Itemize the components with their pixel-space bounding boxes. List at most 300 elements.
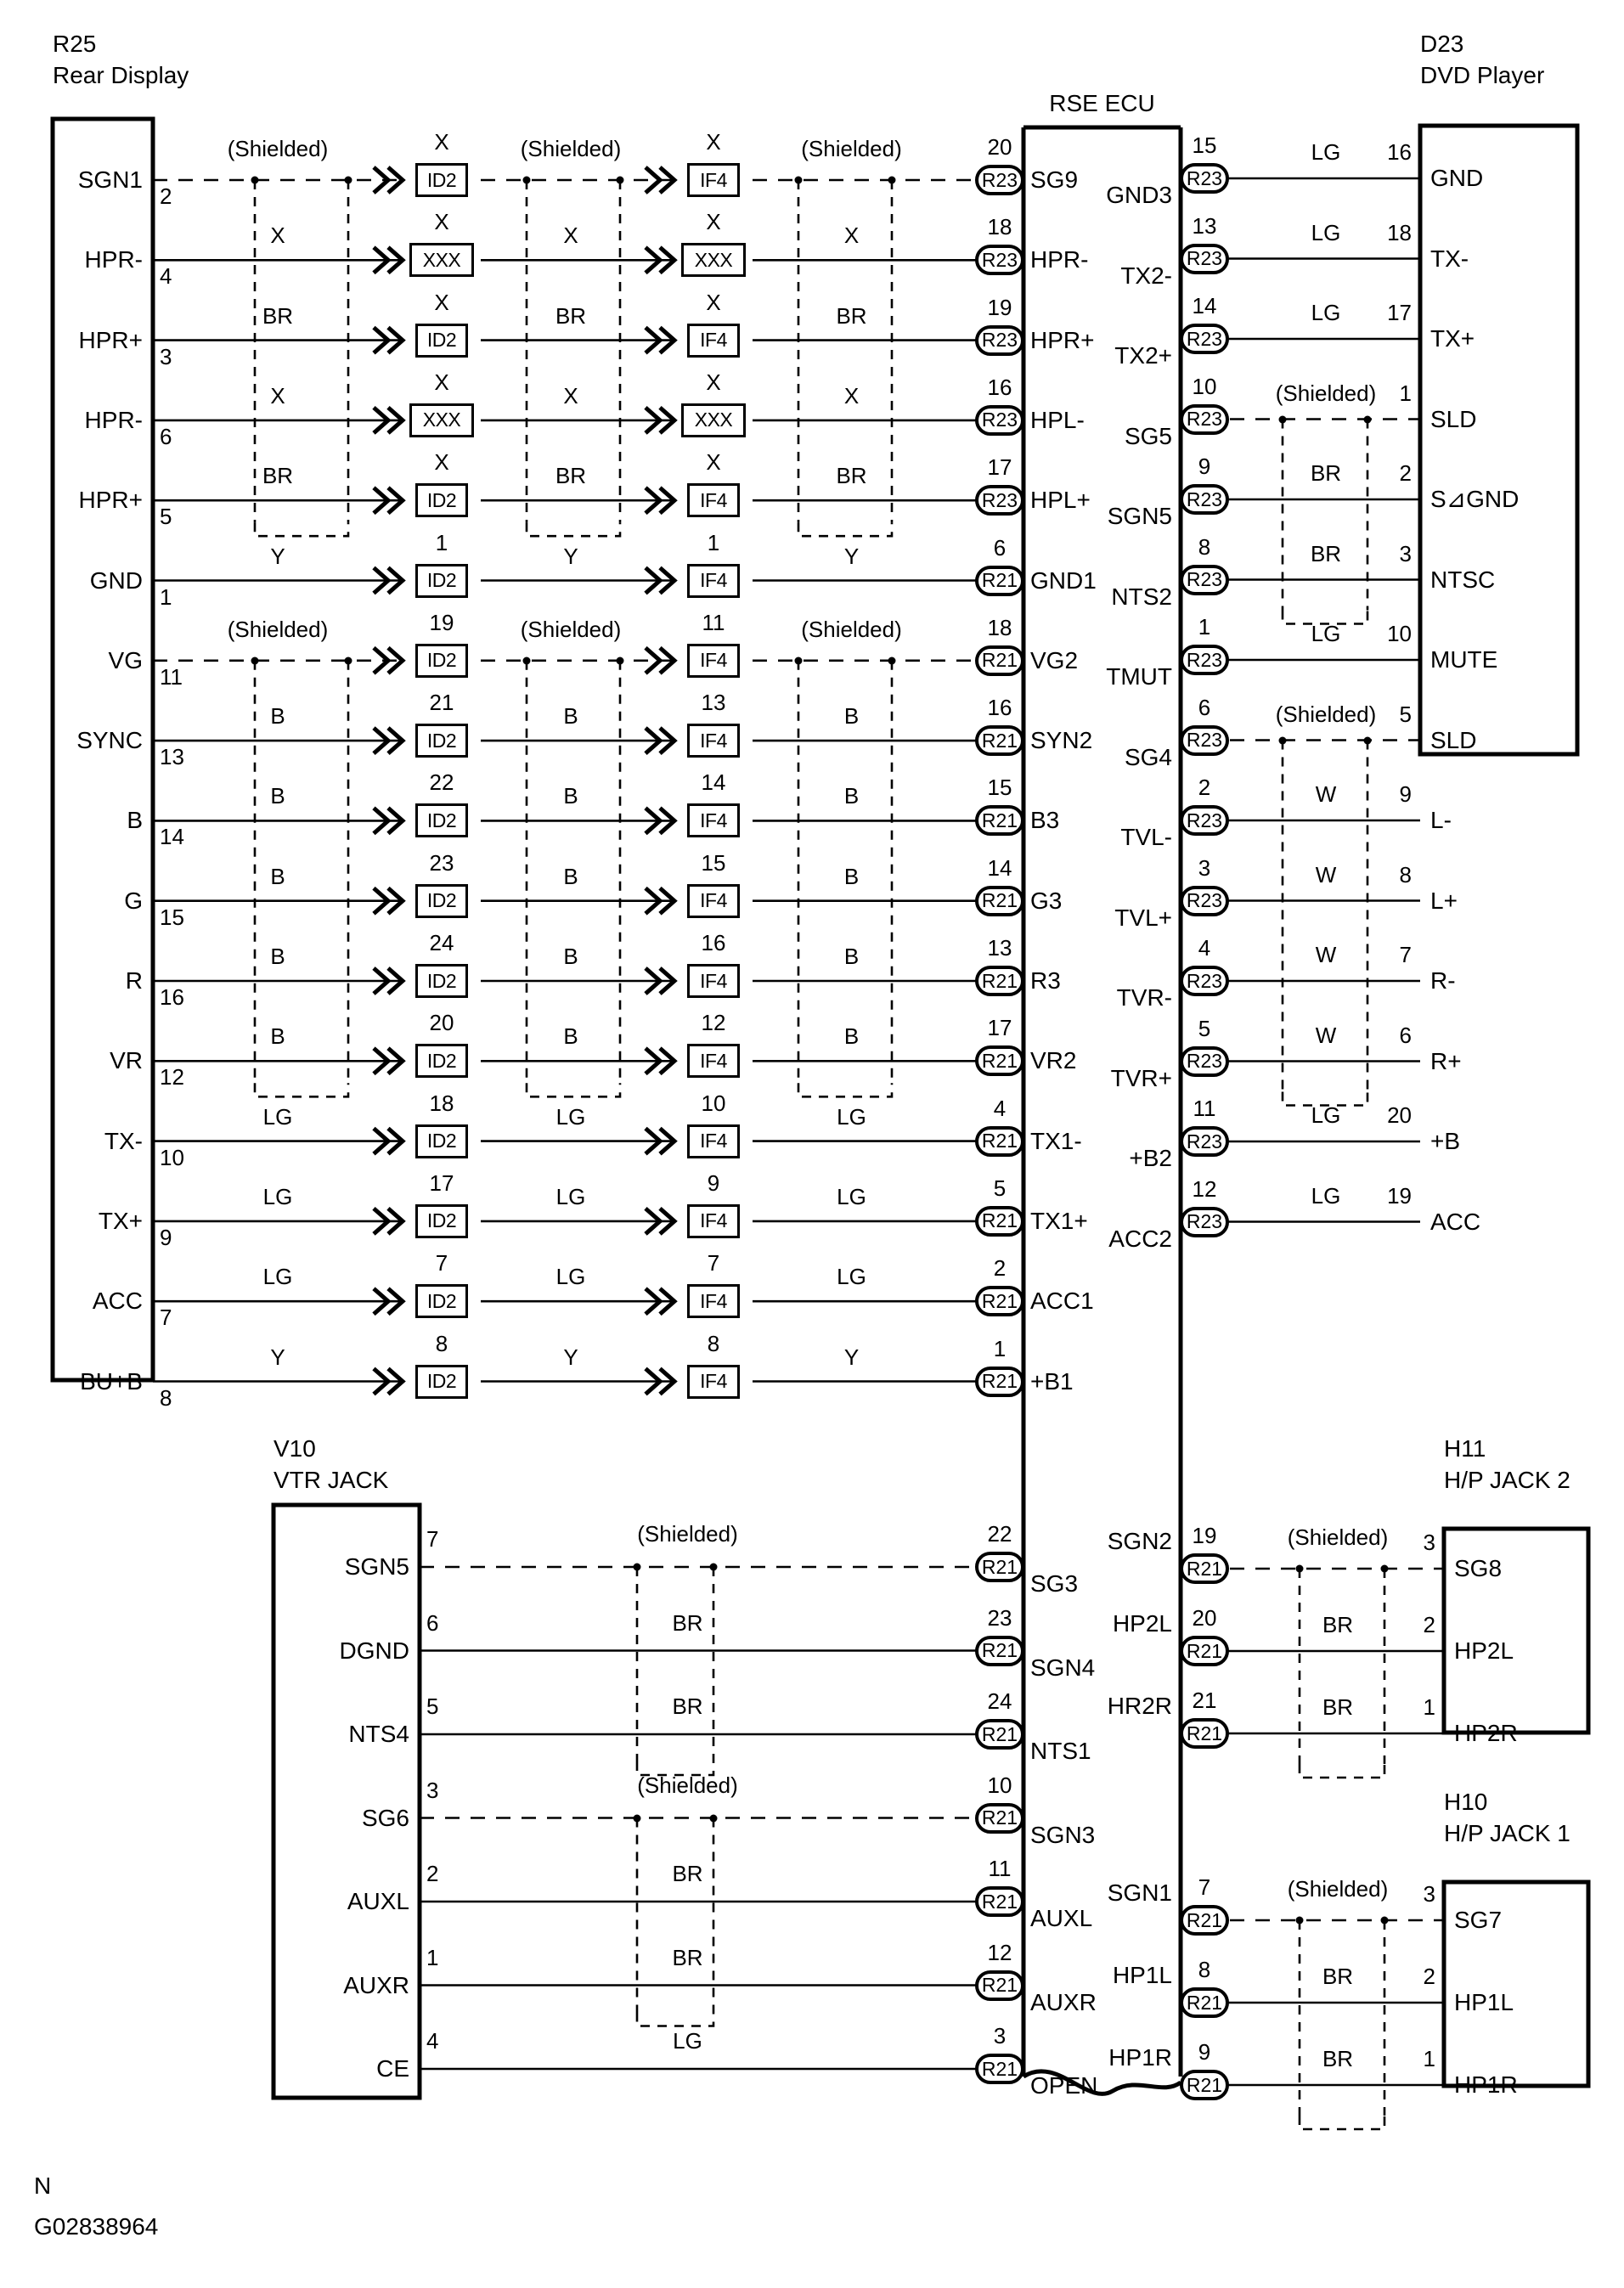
wire-color-label: LG xyxy=(555,1103,586,1130)
wire-color-label: BR xyxy=(262,302,294,329)
vtr-pin-name: SG6 xyxy=(361,1804,409,1831)
ecu-left-pin-number: 19 xyxy=(987,294,1012,320)
inline-connector-box[interactable]: ID2 xyxy=(415,803,468,837)
shield-splice-dot xyxy=(617,177,624,184)
wire-color-label: BR xyxy=(1310,540,1342,566)
ecu-right-pin-number: 8 xyxy=(1198,1957,1211,1982)
inline-connector-box[interactable]: ID2 xyxy=(415,163,468,197)
inline-connector-box[interactable]: IF4 xyxy=(687,884,740,918)
shield-bracket xyxy=(798,1083,892,1096)
shield-splice-dot xyxy=(523,657,531,664)
wire-color-label: BR xyxy=(1322,2046,1354,2071)
ecu-left-pin-ring[interactable]: R21 xyxy=(975,1970,1024,2001)
shield-label: (Shielded) xyxy=(520,136,622,161)
wire-color-label: LG xyxy=(1311,1182,1341,1209)
shield-bracket xyxy=(1300,1764,1384,1778)
wire-color-label: B xyxy=(843,944,860,969)
inline-box-number: X xyxy=(706,449,721,476)
dvd-pin-name: TX+ xyxy=(1430,325,1475,352)
dvd-pin-name: SLD xyxy=(1430,405,1477,432)
ecu-left-signal-name: TX1- xyxy=(1030,1127,1082,1154)
rear-display-pin-name: TX- xyxy=(104,1127,143,1154)
ecu-right-pin-number: 21 xyxy=(1192,1688,1217,1713)
dvd-pin-name: TX- xyxy=(1430,245,1469,272)
ecu-left-pin-ring[interactable]: R23 xyxy=(975,245,1024,275)
rear-display-pin-name: SGN1 xyxy=(77,166,143,193)
ecu-left-pin-ring[interactable]: R21 xyxy=(975,886,1024,916)
ecu-left-pin-number: 15 xyxy=(987,775,1012,801)
hp-jack-pin-number: 2 xyxy=(1423,1964,1435,1989)
ecu-left-pin-ring[interactable]: R21 xyxy=(975,805,1024,836)
vtr-pin-number: 3 xyxy=(426,1777,439,1803)
rear-display-name: Rear Display xyxy=(53,62,189,88)
rear-display-pin-name: G xyxy=(124,887,143,914)
inline-connector-box[interactable]: ID2 xyxy=(415,1284,468,1318)
dvd-pin-number: 19 xyxy=(1387,1182,1412,1209)
wire-color-label: BR xyxy=(672,1609,703,1636)
shield-splice-dot xyxy=(795,657,803,664)
ecu-right-signal-name: ACC2 xyxy=(1108,1225,1172,1252)
hp-jack2-name: H/P JACK 2 xyxy=(1444,1467,1570,1493)
shield-splice-dot xyxy=(617,657,624,664)
wire-color-label: LG xyxy=(1311,1102,1341,1128)
vtr-pin-number: 7 xyxy=(426,1526,439,1552)
inline-box-number: 22 xyxy=(429,769,454,796)
inline-box-number: 12 xyxy=(701,1010,726,1036)
inline-box-number: X xyxy=(434,289,449,315)
inline-connector-box[interactable]: IF4 xyxy=(687,1124,740,1158)
wire-color-label: LG xyxy=(1311,300,1341,325)
ecu-left-signal-name: VG2 xyxy=(1030,646,1079,673)
ecu-left-pin-ring[interactable]: R21 xyxy=(975,566,1024,596)
ecu-right-pin-ring[interactable]: R21 xyxy=(1180,1905,1229,1936)
wire-color-label: BR xyxy=(262,463,294,489)
ecu-left-signal-name: +B1 xyxy=(1030,1367,1074,1395)
wire-color-label: B xyxy=(843,703,860,730)
vtr-pin-number: 2 xyxy=(426,1861,439,1886)
ecu-left-signal-name: G3 xyxy=(1030,887,1063,914)
inline-connector-box[interactable]: ID2 xyxy=(415,644,468,678)
inline-connector-box[interactable]: IF4 xyxy=(687,1284,740,1318)
ecu-left-pin-ring[interactable]: R21 xyxy=(975,725,1024,756)
inline-connector-box[interactable]: IF4 xyxy=(687,1365,740,1399)
rear-display-pin-number: 16 xyxy=(160,984,184,1010)
inline-connector-box[interactable]: IF4 xyxy=(687,163,740,197)
wire-color-label: LG xyxy=(262,1103,293,1130)
wire-color-label: W xyxy=(1315,861,1337,888)
inline-box-number: X xyxy=(706,369,721,395)
hp-jack-pin-number: 3 xyxy=(1423,1530,1435,1555)
dvd-pin-name: GND xyxy=(1430,165,1484,191)
ecu-right-signal-name: HP1L xyxy=(1112,1962,1172,1988)
rear-display-pin-name: VG xyxy=(108,646,143,673)
inline-box-number: X xyxy=(434,369,449,395)
vtr-pin-name: AUXL xyxy=(347,1888,409,1914)
ecu-left-signal-name: OPEN xyxy=(1030,2072,1098,2099)
inline-connector-box[interactable]: IF4 xyxy=(687,483,740,517)
ecu-left-signal-name: HPR+ xyxy=(1030,326,1095,353)
ecu-right-signal-name: TX2+ xyxy=(1114,342,1172,369)
wire-color-label: Y xyxy=(843,1344,860,1370)
ecu-left-pin-number: 13 xyxy=(987,935,1012,961)
inline-connector-box[interactable]: IF4 xyxy=(687,644,740,678)
ecu-left-pin-ring[interactable]: R23 xyxy=(975,165,1024,195)
ecu-left-pin-ring[interactable]: R21 xyxy=(975,1886,1024,1917)
inline-connector-box[interactable]: ID2 xyxy=(415,324,468,358)
ecu-right-pin-ring[interactable]: R21 xyxy=(1180,1718,1229,1749)
ecu-right-signal-name: TVL+ xyxy=(1114,904,1172,931)
ecu-right-pin-number: 11 xyxy=(1193,1096,1216,1121)
wire-color-label: X xyxy=(563,382,578,409)
ecu-right-signal-name: NTS2 xyxy=(1111,583,1172,610)
wire-color-label: B xyxy=(843,1023,860,1050)
rear-display-pin-number: 3 xyxy=(160,343,172,369)
ecu-right-signal-name: HP1R xyxy=(1108,2044,1172,2071)
rear-display-pin-name: ACC xyxy=(92,1288,143,1315)
ecu-left-signal-name: GND1 xyxy=(1030,566,1097,594)
ecu-left-pin-number: 14 xyxy=(987,854,1012,881)
ecu-right-pin-ring[interactable]: R23 xyxy=(1180,805,1229,836)
dvd-player-name: DVD Player xyxy=(1420,62,1545,88)
wire-color-label: LG xyxy=(673,2028,702,2054)
rear-display-pin-number: 13 xyxy=(160,744,184,770)
dvd-pin-number: 1 xyxy=(1399,380,1412,406)
hp-jack-pin-number: 1 xyxy=(1423,1694,1435,1720)
inline-box-number: 21 xyxy=(429,690,454,716)
ecu-left-pin-number: 2 xyxy=(993,1255,1007,1282)
wire-color-label: Y xyxy=(563,543,578,569)
inline-connector-box[interactable]: IF4 xyxy=(687,724,740,758)
wire-color-label: LG xyxy=(555,1264,586,1290)
rear-display-pin-name: HPR- xyxy=(84,406,143,433)
ecu-left-pin-number: 3 xyxy=(993,2023,1007,2048)
ecu-right-pin-ring[interactable]: R23 xyxy=(1180,404,1229,435)
ecu-right-pin-ring[interactable]: R23 xyxy=(1180,966,1229,996)
wire-color-label: LG xyxy=(1311,621,1341,646)
wire-color-label: B xyxy=(563,703,578,730)
shield-label: (Shielded) xyxy=(1275,380,1377,406)
wire-color-label: BR xyxy=(836,302,867,329)
shield-label: (Shielded) xyxy=(637,1772,738,1798)
wire-color-label: BR xyxy=(836,463,867,489)
ecu-right-pin-ring[interactable]: R21 xyxy=(1180,2070,1229,2100)
inline-box-number: 24 xyxy=(429,930,454,955)
ecu-right-pin-ring[interactable]: R23 xyxy=(1180,244,1229,274)
hp-jack-pin-name: HP2R xyxy=(1454,1720,1518,1746)
ecu-left-pin-number: 18 xyxy=(987,214,1012,240)
wire-color-label: B xyxy=(270,1023,285,1050)
ecu-left-pin-ring[interactable]: R21 xyxy=(975,1045,1024,1076)
dvd-pin-name: L+ xyxy=(1430,887,1458,914)
ecu-right-pin-ring[interactable]: R23 xyxy=(1180,725,1229,756)
ecu-left-signal-name: TX1+ xyxy=(1030,1207,1088,1234)
wire-color-label: BR xyxy=(555,302,587,329)
ecu-right-signal-name: SGN1 xyxy=(1107,1879,1172,1906)
inline-box-number: 10 xyxy=(701,1090,726,1116)
dvd-pin-number: 6 xyxy=(1399,1022,1412,1048)
rear-display-pin-name: SYNC xyxy=(76,727,143,754)
dvd-pin-name: S⊿GND xyxy=(1430,486,1520,512)
ecu-left-signal-name: ACC1 xyxy=(1030,1288,1094,1315)
inline-connector-box[interactable]: IF4 xyxy=(687,964,740,998)
inline-box-number: 16 xyxy=(701,930,726,955)
inline-connector-box[interactable]: XXX xyxy=(409,403,474,437)
dvd-pin-number: 8 xyxy=(1399,861,1412,888)
ecu-right-pin-ring[interactable]: R23 xyxy=(1180,1046,1229,1077)
ecu-right-pin-ring[interactable]: R23 xyxy=(1180,163,1229,194)
wire-color-label: BR xyxy=(672,1861,703,1886)
dvd-pin-number: 20 xyxy=(1387,1102,1412,1128)
ecu-right-pin-number: 10 xyxy=(1192,373,1217,399)
ecu-left-pin-number: 18 xyxy=(987,614,1012,640)
inline-box-number: 15 xyxy=(701,849,726,876)
inline-connector-box[interactable]: ID2 xyxy=(415,564,468,598)
ecu-left-pin-ring[interactable]: R21 xyxy=(975,1636,1024,1666)
inline-box-number: 1 xyxy=(435,529,448,555)
ecu-right-pin-ring[interactable]: R23 xyxy=(1180,645,1229,675)
inline-connector-box[interactable]: XXX xyxy=(681,243,746,277)
ecu-right-pin-number: 8 xyxy=(1198,533,1211,560)
ecu-right-signal-name: GND3 xyxy=(1106,182,1172,208)
inline-connector-box[interactable]: ID2 xyxy=(415,724,468,758)
ecu-right-signal-name: +B2 xyxy=(1129,1145,1172,1171)
inline-connector-box[interactable]: ID2 xyxy=(415,1044,468,1078)
wire-color-label: X xyxy=(843,382,860,409)
ecu-right-pin-number: 7 xyxy=(1198,1874,1211,1900)
ecu-left-pin-number: 17 xyxy=(987,1015,1012,1041)
ecu-left-signal-name: HPL- xyxy=(1030,406,1085,433)
ecu-right-pin-ring[interactable]: R23 xyxy=(1180,565,1229,595)
ecu-right-pin-ring[interactable]: R23 xyxy=(1180,886,1229,916)
shield-bracket xyxy=(527,1083,620,1096)
wire-color-label: X xyxy=(270,223,285,249)
dvd-pin-number: 5 xyxy=(1399,701,1412,727)
shield-splice-dot xyxy=(1296,1917,1304,1925)
wire-color-label: Y xyxy=(270,1344,285,1370)
shield-bracket xyxy=(255,522,348,536)
rear-display-pin-number: 6 xyxy=(160,423,172,449)
inline-connector-box[interactable]: IF4 xyxy=(687,1204,740,1238)
wire-color-label: B xyxy=(270,863,285,889)
dvd-pin-name: R- xyxy=(1430,967,1456,994)
ecu-left-pin-number: 22 xyxy=(987,1521,1012,1547)
shield-label: (Shielded) xyxy=(1287,1524,1389,1550)
vtr-pin-number: 5 xyxy=(426,1693,439,1719)
shield-label: (Shielded) xyxy=(801,136,902,161)
rear-display-pin-number: 4 xyxy=(160,263,172,290)
shield-splice-dot xyxy=(634,1814,641,1822)
ecu-left-signal-name: NTS1 xyxy=(1030,1738,1091,1764)
inline-box-number: 18 xyxy=(429,1090,454,1116)
ecu-right-pin-number: 1 xyxy=(1198,614,1211,640)
ecu-right-signal-name: TVR+ xyxy=(1110,1064,1172,1091)
ecu-right-pin-ring[interactable]: R21 xyxy=(1180,1553,1229,1584)
ecu-right-pin-ring[interactable]: R23 xyxy=(1180,1207,1229,1237)
ecu-right-signal-name: TMUT xyxy=(1106,663,1172,690)
ecu-right-pin-number: 3 xyxy=(1198,854,1211,881)
hp-jack-pin-number: 2 xyxy=(1423,1612,1435,1637)
inline-box-number: 9 xyxy=(707,1169,720,1196)
ecu-right-pin-ring[interactable]: R23 xyxy=(1180,1126,1229,1157)
ecu-left-signal-name: AUXR xyxy=(1030,1988,1097,2015)
ecu-left-signal-name: AUXL xyxy=(1030,1905,1093,1931)
hp-jack-pin-number: 1 xyxy=(1423,2046,1435,2071)
ecu-left-signal-name: B3 xyxy=(1030,807,1060,834)
ecu-left-pin-number: 24 xyxy=(987,1688,1012,1714)
ecu-left-pin-ring[interactable]: R21 xyxy=(975,645,1024,676)
ecu-right-pin-number: 13 xyxy=(1192,212,1217,239)
wire-color-label: BR xyxy=(672,1693,703,1719)
inline-connector-box[interactable]: ID2 xyxy=(415,964,468,998)
rear-display-pin-name: VR xyxy=(110,1047,143,1074)
shield-splice-dot xyxy=(345,657,352,664)
ecu-right-pin-ring[interactable]: R23 xyxy=(1180,324,1229,354)
wire-color-label: BR xyxy=(555,463,587,489)
ecu-left-pin-number: 5 xyxy=(993,1175,1007,1201)
ecu-right-pin-ring[interactable]: R21 xyxy=(1180,1636,1229,1666)
ecu-left-pin-number: 20 xyxy=(987,134,1012,160)
ecu-left-pin-ring[interactable]: R23 xyxy=(975,405,1024,436)
rear-display-id: R25 xyxy=(53,31,97,57)
ecu-right-pin-number: 14 xyxy=(1192,293,1217,318)
wire-color-label: LG xyxy=(837,1103,866,1130)
wire-color-label: BR xyxy=(1322,1612,1354,1637)
wire-color-label: W xyxy=(1315,781,1337,807)
dvd-pin-number: 3 xyxy=(1399,540,1412,566)
dvd-pin-name: L- xyxy=(1430,807,1452,833)
inline-connector-box[interactable]: XXX xyxy=(681,403,746,437)
inline-box-number: 8 xyxy=(707,1330,720,1356)
dvd-player-id: D23 xyxy=(1420,31,1464,57)
ecu-left-pin-number: 16 xyxy=(987,374,1012,400)
ecu-right-pin-number: 4 xyxy=(1198,935,1211,961)
shield-bracket xyxy=(1300,2116,1384,2129)
ecu-left-pin-ring[interactable]: R21 xyxy=(975,1206,1024,1237)
inline-connector-box[interactable]: IF4 xyxy=(687,564,740,598)
wire-color-label: Y xyxy=(843,543,860,569)
inline-connector-box[interactable]: ID2 xyxy=(415,1365,468,1399)
shield-bracket xyxy=(527,522,620,536)
vtr-jack-name: VTR JACK xyxy=(273,1467,389,1493)
wire-color-label: LG xyxy=(262,1264,293,1290)
inline-connector-box[interactable]: ID2 xyxy=(415,884,468,918)
dvd-pin-number: 17 xyxy=(1387,300,1412,325)
shield-splice-dot xyxy=(710,1564,718,1571)
ecu-right-signal-name: HR2R xyxy=(1107,1693,1172,1719)
ecu-left-pin-number: 4 xyxy=(993,1095,1007,1121)
inline-box-number: X xyxy=(434,129,449,155)
inline-connector-box[interactable]: ID2 xyxy=(415,1124,468,1158)
wire-color-label: LG xyxy=(1311,219,1341,245)
dvd-pin-name: SLD xyxy=(1430,726,1477,753)
dvd-pin-name: R+ xyxy=(1430,1047,1462,1074)
wire-arrow xyxy=(374,648,388,673)
ecu-left-pin-ring[interactable]: R21 xyxy=(975,1552,1024,1582)
wire-color-label: W xyxy=(1315,1022,1337,1048)
inline-connector-box[interactable]: XXX xyxy=(409,243,474,277)
inline-box-number: 7 xyxy=(435,1250,448,1276)
shield-label: (Shielded) xyxy=(227,616,329,642)
inline-box-number: 14 xyxy=(701,769,726,796)
inline-connector-box[interactable]: IF4 xyxy=(687,1044,740,1078)
ecu-right-signal-name: TVR- xyxy=(1116,984,1172,1011)
ecu-left-signal-name: SYN2 xyxy=(1030,727,1093,754)
shield-splice-dot xyxy=(1381,1565,1389,1573)
ecu-left-pin-number: 16 xyxy=(987,695,1012,721)
vtr-pin-number: 6 xyxy=(426,1609,439,1636)
ecu-right-pin-number: 6 xyxy=(1198,694,1211,720)
dvd-pin-number: 10 xyxy=(1387,621,1412,646)
inline-connector-box[interactable]: IF4 xyxy=(687,324,740,358)
inline-box-number: X xyxy=(434,449,449,476)
ecu-left-pin-ring[interactable]: R21 xyxy=(975,966,1024,996)
shield-splice-dot xyxy=(523,177,531,184)
rear-display-pin-number: 12 xyxy=(160,1064,184,1090)
shield-bracket xyxy=(255,1083,348,1096)
inline-box-number: X xyxy=(706,289,721,315)
footer-code: G02838964 xyxy=(34,2213,159,2240)
dvd-pin-number: 9 xyxy=(1399,781,1412,807)
ecu-right-signal-name: TVL- xyxy=(1120,824,1172,850)
dvd-pin-name: NTSC xyxy=(1430,566,1496,593)
ecu-right-signal-name: SGN2 xyxy=(1107,1528,1172,1554)
rear-display-pin-name: BU+B xyxy=(80,1367,143,1395)
ecu-left-pin-ring[interactable]: R21 xyxy=(975,1367,1024,1397)
ecu-left-pin-ring[interactable]: R21 xyxy=(975,1803,1024,1834)
shield-splice-dot xyxy=(888,177,896,184)
wire-color-label: B xyxy=(563,944,578,969)
ecu-right-pin-number: 15 xyxy=(1192,132,1217,158)
ecu-left-pin-ring[interactable]: R21 xyxy=(975,1719,1024,1750)
shield-splice-dot xyxy=(1364,736,1372,744)
rear-display-pin-name: R xyxy=(125,967,143,994)
inline-connector-box[interactable]: ID2 xyxy=(415,483,468,517)
wire-color-label: X xyxy=(563,223,578,249)
ecu-right-pin-ring[interactable]: R23 xyxy=(1180,484,1229,515)
hp-jack2-id: H11 xyxy=(1444,1435,1486,1462)
inline-connector-box[interactable]: IF4 xyxy=(687,803,740,837)
shield-splice-dot xyxy=(1381,1917,1389,1925)
hp-jack-pin-name: SG8 xyxy=(1454,1555,1503,1581)
wire-color-label: B xyxy=(563,783,578,809)
dvd-pin-number: 18 xyxy=(1387,219,1412,245)
inline-box-number: 11 xyxy=(702,609,725,635)
rear-display-pin-number: 15 xyxy=(160,904,184,930)
ecu-right-pin-ring[interactable]: R21 xyxy=(1180,1987,1229,2018)
wire-color-label: BR xyxy=(1310,460,1342,486)
shield-splice-dot xyxy=(795,177,803,184)
wire-color-label: B xyxy=(270,944,285,969)
wire-color-label: BR xyxy=(1322,1964,1354,1989)
ecu-left-pin-number: 10 xyxy=(987,1772,1012,1798)
hp-jack-pin-name: HP1L xyxy=(1454,1989,1514,2015)
rear-display-pin-number: 8 xyxy=(160,1384,172,1411)
shield-splice-dot xyxy=(888,657,896,664)
ecu-left-pin-ring[interactable]: R23 xyxy=(975,325,1024,356)
hp-jack1-name: H/P JACK 1 xyxy=(1444,1820,1570,1846)
rear-display-pin-name: HPR+ xyxy=(78,487,143,514)
dvd-pin-number: 7 xyxy=(1399,942,1412,967)
ecu-left-pin-ring[interactable]: R23 xyxy=(975,485,1024,516)
inline-connector-box[interactable]: ID2 xyxy=(415,1204,468,1238)
hp-jack1-id: H10 xyxy=(1444,1789,1488,1815)
ecu-left-pin-ring[interactable]: R21 xyxy=(975,1286,1024,1316)
wire-color-label: LG xyxy=(837,1264,866,1290)
hp-jack-pin-name: HP2L xyxy=(1454,1637,1514,1664)
ecu-left-pin-ring[interactable]: R21 xyxy=(975,2054,1024,2084)
ecu-left-pin-ring[interactable]: R21 xyxy=(975,1126,1024,1157)
inline-box-number: 7 xyxy=(707,1250,720,1276)
